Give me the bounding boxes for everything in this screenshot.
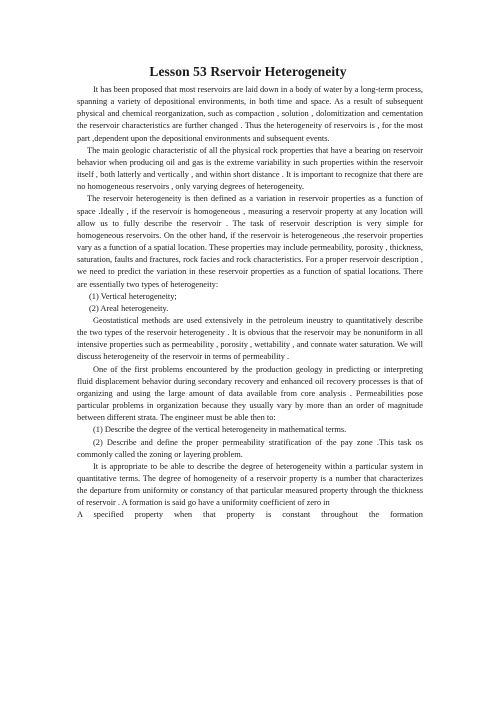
paragraph-3: The reservoir heterogeneity is then defined as a variation in reservoir properties as a function of space .Ideally , if the reservoir is homogeneous , measuring a reservoir property at any location will allow us to fully describe the reservoir . The task of reservoir description is very simple for homogeneous reservoirs. On the other hand, if the reservoir is heterogeneous ,the reservoir properties vary as a function of a spatial location. These properties may include permeability, porosity , thickness, saturation, faults and fractures, rock facies and rock characteristics. For a proper reservoir description , we need to predict the variation in these reservoir properties as a function of spatial locations. There are essentially two types of heterogeneity: — [77, 194, 423, 289]
paragraph-5: One of the first problems encountered by the production geology in predicting or interpreting fluid displacement behavior during secondary recovery and enhanced oil recovery processes is that of organizing and using the large amount of data available from core analysis . Permeabilities pose particular problems in organization because they usually vary by more than an order of magnitude between different strata. The engineer must be able then to: — [77, 364, 423, 423]
paragraph-1: It has been proposed that most reservoirs are laid down in a body of water by a long-term process, spanning a variety of depositional environments, in both time and space. As a result of subsequent physical and chemical reorganization, such as compaction , solution , dolomitization and cementation the reservoir characteristics are further changed . Thus the heterogeneity of reservoirs is , for the most part ,dependent upon the depositional environments and subsequent events. — [77, 85, 423, 143]
page-title: Lesson 53 Rservoir Heterogeneity — [149, 64, 347, 79]
list-item-3: (1) Describe the degree of the vertical heterogeneity in mathematical terms. — [93, 425, 347, 435]
paragraph-4: Geostatistical methods are used extensively in the petroleum ineustry to quantitatively describe the two types of the reservoir heterogeneity . It is obvious that the reservoir may be nonuniform in all intensive properties such as permeability , porosity , wettability , and connate water saturation. We will discuss heterogeneity of the reservoir in terms of permeability . — [77, 315, 423, 362]
list-item-4: (2) Describe and define the proper permeability stratification of the pay zone .This task os commonly called the zoning or layering problem. — [77, 437, 423, 459]
list-item-1: (1) Vertical heterogeneity; — [89, 291, 177, 301]
paragraph-2: The main geologic characteristic of all the physical rock properties that have a bearing on reservoir behavior when producing oil and gas is the extreme variability in such properties within the reservoir itself , both latterly and vertically , and within short distance . It is important to recognize that there are no homogeneous reservoirs , only varying degrees of heterogeneity. — [77, 145, 423, 192]
document-body — [77, 84, 423, 522]
list-item-2: (2) Areal heterogeneity. — [89, 303, 169, 313]
paragraph-6: It is appropriate to be able to describe the degree of heterogeneity within a particular system in quantitative terms. The degree of homogeneity of a reservoir property is a number that characterizes the departure from uniformity or constancy of that particular measured property through the thickness of reservoir . A formation is said go have a uniformity coefficient of zero in — [77, 461, 423, 508]
paragraph-7: A specified property when that property is constant throughout the formation — [77, 510, 423, 520]
